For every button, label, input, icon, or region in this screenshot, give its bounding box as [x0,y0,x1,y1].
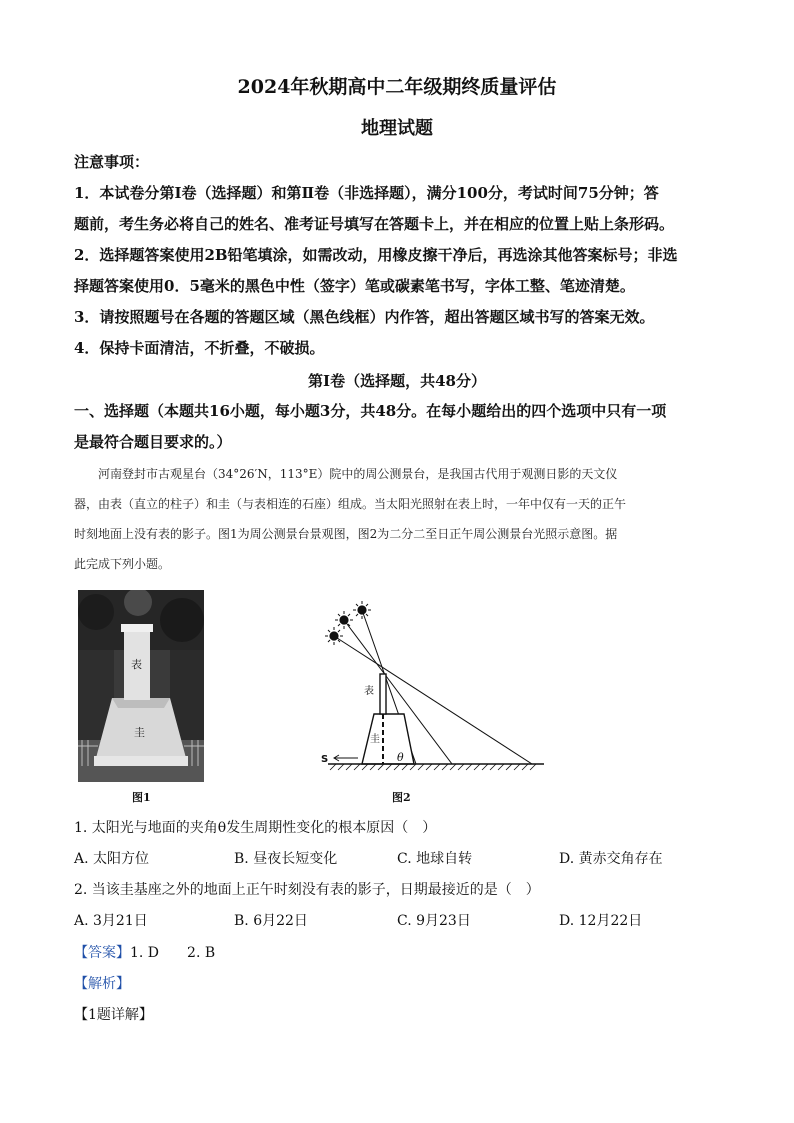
answer-label: 【答案】 [74,945,130,961]
section-intro: 是最符合题目要求的。） [74,433,232,451]
stem-line: 此完成下列小题。 [74,557,171,571]
question-2-option-b: B. 6月22日 [234,913,308,929]
question-1-text: 1. 太阳光与地面的夹角θ发生周期性变化的根本原因（ ） [74,820,437,836]
question-2-option-d: D. 12月22日 [559,913,643,929]
analysis-label: 【解析】 [74,976,130,992]
answer-line [74,942,215,962]
stem-line: 河南登封市古观星台（34°26′N，113°E）院中的周公测景台，是我国古代用于观测日影的天文仪 [98,467,618,481]
question-2-option-c: C. 9月23日 [397,913,471,929]
fig2-gui-label: 圭 [370,734,380,745]
notice-heading: 注意事项： [74,153,150,171]
section-title: 第Ⅰ卷（选择题，共48分） [308,372,486,390]
question-1-option-d: D. 黄赤交角存在 [559,851,663,867]
notice-line: 4．保持卡面清洁，不折叠，不破损。 [74,339,325,357]
answer-value: 1. D 2. B [130,945,216,961]
stem-line: 器，由表（直立的柱子）和圭（与表相连的石座）组成。当太阳光照射在表上时，一年中仅有一天的正午 [74,497,627,511]
detail-label: 【1题详解】 [74,1007,153,1023]
notice-line: 择题答案使用0．5毫米的黑色中性（签字）笔或碳素笔书写，字体工整、笔迹清楚。 [74,277,635,295]
figure-1-caption: 图1 [132,791,151,804]
question-1-option-b: B. 昼夜长短变化 [234,851,338,867]
question-2-text: 2. 当该圭基座之外的地面上正午时刻没有表的影子，日期最接近的是（ ） [74,882,540,898]
section-intro: 一、选择题（本题共16小题，每小题3分，共48分。在每小题给出的四个选项中只有一项 [74,402,667,420]
south-label: S [321,754,329,765]
notice-line: 3．请按照题号在各题的答题区域（黑色线框）内作答，超出答题区域书写的答案无效。 [74,308,655,326]
notice-line: 2．选择题答案使用2B铅笔填涂，如需改动，用橡皮擦干净后，再选涂其他答案标号；非选 [74,246,678,264]
page-subtitle: 地理试题 [361,118,433,139]
stem-line: 时刻地面上没有表的影子。图1为周公测景台景观图，图2为二分二至日正午周公测景台光照示意图。据 [74,527,618,541]
theta-label: θ [397,751,404,764]
question-1-option-c: C. 地球自转 [397,851,473,867]
figure-2-caption: 图2 [392,791,411,804]
figure-1-photo [78,590,204,782]
fig2-biao-label: 表 [364,686,374,697]
notice-line: 题前，考生务必将自己的姓名、准考证号填写在答题卡上，并在相应的位置上贴上条形码。 [74,215,675,233]
page-title: 2024年秋期高中二年级期终质量评估 [237,76,557,98]
fig1-biao-label: 表 [131,658,142,671]
fig1-gui-label: 圭 [134,726,145,739]
notice-line: 1．本试卷分第Ⅰ卷（选择题）和第Ⅱ卷（非选择题），满分100分，考试时间75分钟；答 [74,184,659,202]
figure-2-diagram [318,596,548,780]
question-2-option-a: A. 3月21日 [74,913,148,929]
question-1-option-a: A. 太阳方位 [74,851,150,867]
